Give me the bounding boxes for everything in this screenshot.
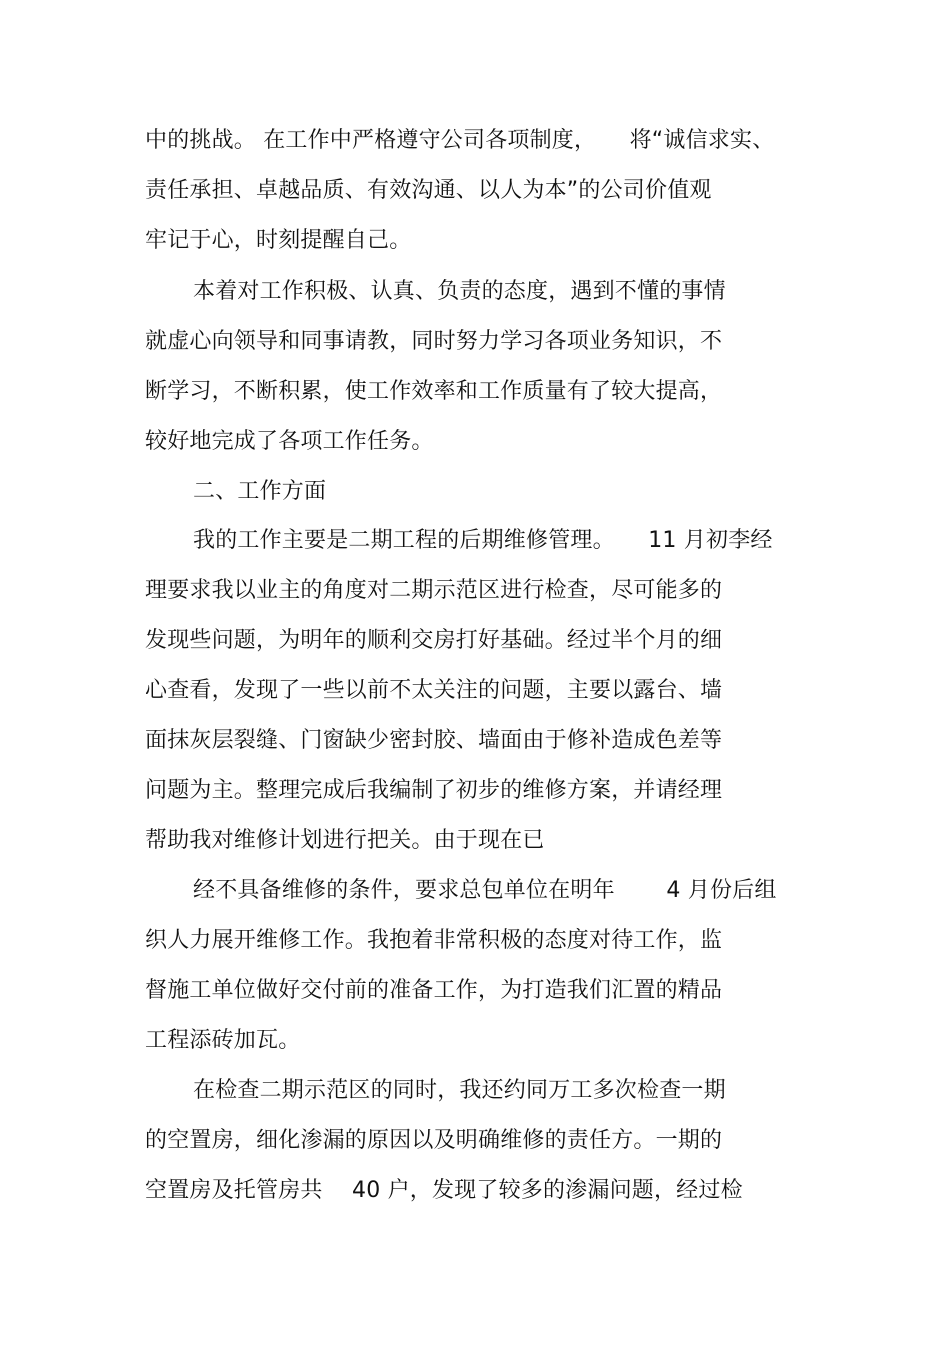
text-line: 帮助我对维修计划进行把关。由于现在已	[145, 828, 545, 853]
text-line: 断学习，不断积累，使工作效率和工作质量有了较大提高，	[145, 379, 723, 404]
text-line: 面抹灰层裂缝、门窗缺少密封胶、墙面由于修补造成色差等	[145, 728, 723, 753]
text-line: 心查看，发现了一些以前不太关注的问题，主要以露台、墙	[145, 678, 723, 703]
text-line: 督施工单位做好交付前的准备工作，为打造我们汇置的精品	[145, 978, 723, 1003]
text-line: 工程添砖加瓦。	[145, 1028, 301, 1053]
text-line: 中的挑战。 在工作中严格遵守公司各项制度， 将“诚信求实、	[145, 128, 775, 153]
paragraph-start-line: 本着对工作积极、认真、负责的态度，遇到不懂的事情	[193, 279, 726, 304]
text-line: 的空置房，细化渗漏的原因以及明确维修的责任方。一期的	[145, 1128, 723, 1153]
text-line: 就虚心向领导和同事请教，同时努力学习各项业务知识，不	[145, 329, 723, 354]
text-line: 理要求我以业主的角度对二期示范区进行检查，尽可能多的	[145, 578, 723, 603]
text-line: 发现些问题，为明年的顺利交房打好基础。经过半个月的细	[145, 628, 723, 653]
paragraph-start-line: 我的工作主要是二期工程的后期维修管理。 11 月初李经	[193, 528, 773, 553]
text-line: 空置房及托管房共 40 户，发现了较多的渗漏问题，经过检	[145, 1178, 743, 1203]
text-line: 牢记于心，时刻提醒自己。	[145, 228, 412, 253]
text-line: 较好地完成了各项工作任务。	[145, 429, 434, 454]
paragraph-start-line: 在检查二期示范区的同时，我还约同万工多次检查一期	[193, 1078, 726, 1103]
section-heading: 二、工作方面	[193, 479, 327, 504]
text-line: 问题为主。整理完成后我编制了初步的维修方案，并请经理	[145, 778, 723, 803]
text-line: 责任承担、卓越品质、有效沟通、以人为本”的公司价值观	[145, 178, 712, 203]
text-line: 织人力展开维修工作。我抱着非常积极的态度对待工作，监	[145, 928, 723, 953]
paragraph-start-line: 经不具备维修的条件，要求总包单位在明年 4 月份后组	[193, 878, 777, 903]
